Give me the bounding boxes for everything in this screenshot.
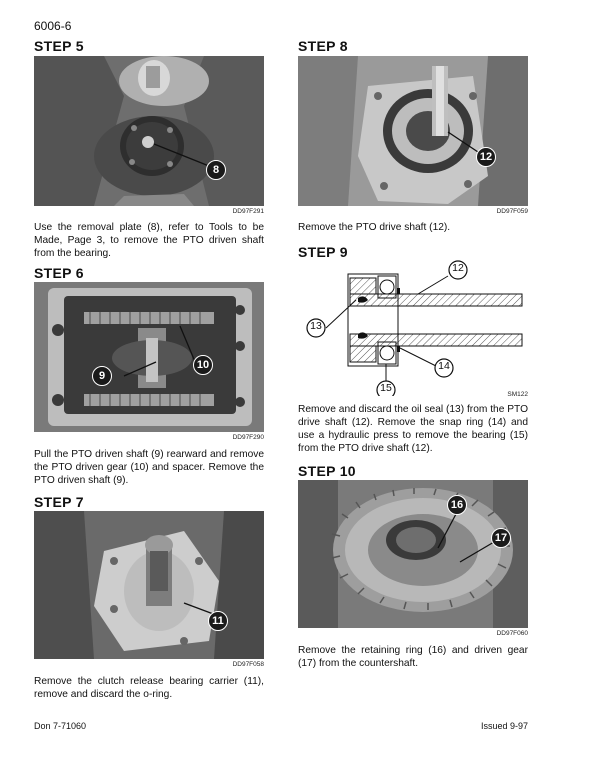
- step-6-title: STEP 6: [34, 265, 84, 281]
- callout-16: 16: [447, 495, 467, 515]
- callout-10: 10: [193, 355, 213, 375]
- step-9-text: Remove and discard the oil seal (13) from the PTO drive shaft (12). Remove the snap ring (14) and use a hydraulic press to remove the bearing (15) from the PTO drive shaft (12).: [298, 404, 528, 454]
- step-9-figure-id: SM122: [507, 391, 528, 398]
- step-10-title: STEP 10: [298, 463, 356, 479]
- callout-12: 12: [476, 147, 496, 167]
- callout-8: 8: [206, 160, 226, 180]
- callout-11: 11: [208, 611, 228, 631]
- step-7-figure-id: DD97F058: [232, 661, 264, 668]
- step-5-figure-id: DD97F291: [232, 208, 264, 215]
- step-8-title: STEP 8: [298, 38, 348, 54]
- step-5-title: STEP 5: [34, 38, 84, 54]
- step-10-text: Remove the retaining ring (16) and driven gear (17) from the countershaft.: [298, 645, 528, 669]
- step-6-text: Pull the PTO driven shaft (9) rearward and remove the PTO driven gear (10) and spacer. Remove the PTO driven shaft (9).: [34, 449, 264, 486]
- page-number: 6006-6: [34, 19, 72, 33]
- callout-9: 9: [92, 366, 112, 386]
- step-7-text: Remove the clutch release bearing carrier (11), remove and discard the o-ring.: [34, 676, 264, 700]
- step-7-title: STEP 7: [34, 494, 84, 510]
- callout-17: 17: [491, 528, 511, 548]
- step-5-text: Use the removal plate (8), refer to Tools to be Made, Page 3, to remove the PTO driven shaft from the bearing.: [34, 222, 264, 259]
- step-6-figure-id: DD97F290: [232, 434, 264, 441]
- callout-15: 15: [380, 382, 392, 394]
- callout-12-diagram: 12: [452, 262, 464, 274]
- step-7-photo: [34, 511, 264, 659]
- step-5-photo: [34, 56, 264, 206]
- footer-issue-date: Issued 9-97: [480, 721, 528, 731]
- step-6-photo: [34, 282, 264, 432]
- callout-13: 13: [310, 320, 322, 332]
- step-10-photo: [298, 480, 528, 628]
- step-9-title: STEP 9: [298, 244, 348, 260]
- step-8-figure-id: DD97F059: [496, 208, 528, 215]
- step-8-photo: [298, 56, 528, 206]
- step-10-figure-id: DD97F060: [496, 630, 528, 637]
- callout-14: 14: [438, 360, 450, 372]
- footer-doc-number: Don 7-71060: [34, 721, 87, 731]
- step-8-text: Remove the PTO drive shaft (12).: [298, 222, 451, 233]
- step-9-diagram: [298, 258, 528, 396]
